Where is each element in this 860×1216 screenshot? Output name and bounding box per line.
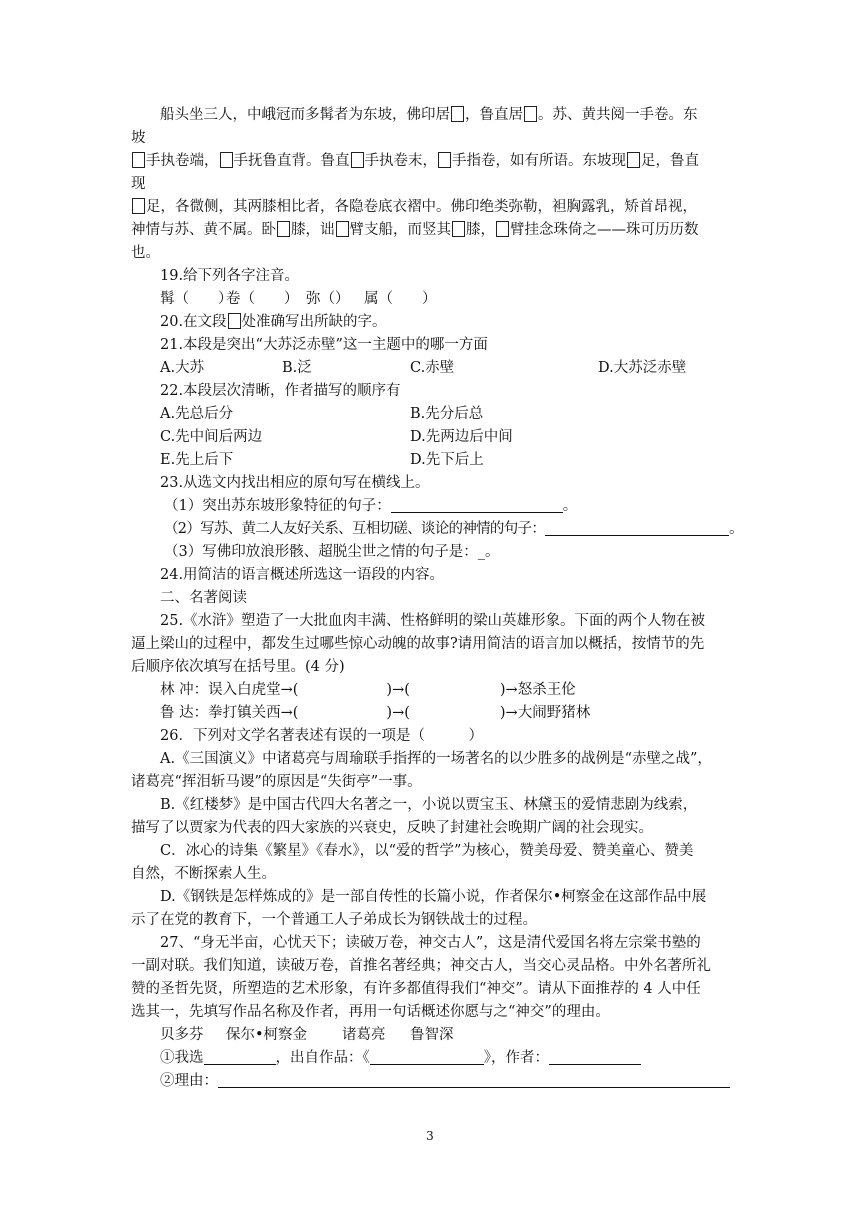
answer-line[interactable] — [218, 1071, 730, 1088]
passage-line-7 — [131, 242, 731, 265]
passage-line-1 — [160, 104, 760, 127]
question-25 — [160, 610, 760, 633]
option-b[interactable]: B.先分后总 — [410, 406, 484, 422]
question-text: 25.《水浒》塑造了一大批血肉丰满、性格鲜明的梁山英雄形象。下面的两个人物在被 — [160, 613, 706, 629]
passage-text: 船头坐三人，中峨冠而多髯者为东坡，佛印居 — [160, 107, 450, 123]
answer-line[interactable] — [549, 1048, 641, 1065]
question-text: （2）写苏、黄二人友好关系、互相切磋、谈论的神情的句子： — [164, 521, 546, 537]
q26-option-c[interactable] — [160, 840, 760, 863]
question-20 — [160, 311, 760, 334]
option-a[interactable]: A.大苏 — [160, 360, 205, 376]
passage-text: 足，鲁直 — [641, 153, 699, 169]
option-e[interactable]: E.先上后下 — [160, 452, 234, 468]
q25-lu-da-row — [160, 702, 760, 725]
fill-text: )→( — [386, 705, 410, 721]
fill-text: ①我选 — [160, 1050, 204, 1066]
passage-text: 现 — [131, 176, 146, 192]
option-text: A.《三国演义》中诸葛亮与周瑜联手指挥的一场著名的以少胜多的战例是“赤壁之战”， — [160, 751, 712, 767]
section-title: 二、名著阅读 — [160, 590, 247, 606]
question-27 — [160, 932, 760, 955]
question-text: 27、“身无半亩，心忧天下；读破万卷，神交古人”，这是清代爱国名将左宗棠书塾的 — [160, 935, 701, 951]
blank-box — [627, 152, 640, 168]
question-26 — [160, 725, 760, 748]
fill-text: 鲁 达：拳打镇关西→( — [160, 705, 299, 721]
pinyin-item: 属（ ） — [364, 291, 437, 307]
name-option[interactable]: 鲁智深 — [410, 1027, 454, 1043]
q26-option-c-cont — [131, 863, 731, 886]
question-23 — [160, 472, 760, 495]
section-heading — [160, 587, 760, 610]
q26-option-a[interactable] — [160, 748, 760, 771]
question-text: 24.用简洁的语言概述所选这一语段的内容。 — [160, 567, 445, 583]
passage-text: 手指卷，如有所语。东坡现 — [452, 153, 626, 169]
pinyin-item: 弥（） — [306, 291, 350, 307]
blank-box — [277, 221, 290, 237]
passage-text: 臂支船，而竖其 — [349, 222, 451, 238]
passage-text: 足，各微侧，其两膝相比者，各隐卷底衣褶中。佛印绝类弥勒，袒胸露乳，矫首昂视， — [146, 199, 697, 215]
question-text: 后顺序依次填写在括号里。(4 分) — [131, 659, 345, 675]
q27-fill-row-1 — [160, 1047, 760, 1070]
name-option[interactable]: 贝多芬 — [160, 1027, 204, 1043]
fill-text: ②理由： — [160, 1073, 218, 1089]
option-c[interactable]: C.先中间后两边 — [160, 429, 263, 445]
q19-chars — [160, 288, 760, 311]
passage-text: 坡 — [131, 130, 146, 146]
question-text: 21.本段是突出“大苏泛赤壁”这一主题中的哪一方面 — [160, 337, 488, 353]
option-text: D.《钢铁是怎样炼成的》是一部自传性的长篇小说，作者保尔•柯察金在这部作品中展 — [160, 889, 707, 905]
blank-box — [452, 221, 465, 237]
question-text: 20.在文段 — [160, 314, 227, 330]
option-text: C．冰心的诗集《繁星》《春水》，以“爱的哲学”为核心，赞美母爱、赞美童心、赞美 — [160, 843, 694, 859]
blank-box — [132, 152, 145, 168]
blank-box — [132, 198, 145, 214]
q22-options-row-3 — [160, 449, 760, 472]
q26-option-d-cont — [131, 909, 731, 932]
q26-option-b-cont — [131, 817, 731, 840]
question-25-cont — [131, 656, 731, 679]
option-b[interactable]: B.泛 — [282, 360, 312, 376]
pinyin-item: 髯（ ） — [160, 291, 233, 307]
question-text: 处准确写出所缺的字。 — [241, 314, 387, 330]
question-24 — [160, 564, 760, 587]
option-text: 诸葛亮“挥泪斩马谡”的原因是“失街亭”一事。 — [131, 774, 422, 790]
q27-names — [160, 1024, 760, 1047]
passage-text: 神情与苏、黄不属。卧 — [131, 222, 276, 238]
blank-box — [496, 221, 509, 237]
fill-text: )→大闹野猪林 — [499, 705, 591, 721]
blank-box — [220, 152, 233, 168]
question-text: 赞的圣哲先贤，所塑造的艺术形象，有许多都值得我们“神交”。请从下面推荐的 4 人中任 — [131, 981, 701, 997]
option-c[interactable]: C.赤壁 — [410, 360, 455, 376]
question-text: （3）写佛印放浪形骸、超脱尘世之情的句子是：_。 — [164, 544, 500, 560]
q21-options — [160, 357, 760, 380]
fill-text: 》，作者： — [483, 1050, 549, 1066]
question-27-cont — [131, 955, 731, 978]
q22-options-row-2 — [160, 426, 760, 449]
answer-line[interactable] — [370, 1048, 484, 1065]
question-22 — [160, 380, 760, 403]
option-a[interactable]: A.先总后分 — [160, 406, 234, 422]
passage-text: 膝， — [466, 222, 495, 238]
blank-box — [228, 313, 241, 329]
answer-line[interactable] — [545, 519, 729, 536]
passage-line-3 — [131, 150, 731, 173]
question-25-cont — [131, 633, 731, 656]
q23-sub-1 — [164, 495, 764, 518]
question-text: 23.从选文内找出相应的原句写在横线上。 — [160, 475, 430, 491]
passage-text: ，鲁直居 — [465, 107, 523, 123]
fill-text: 林 冲：误入白虎堂→( — [160, 682, 299, 698]
option-text: B.《红楼梦》是中国古代四大名著之一，小说以贾宝玉、林黛玉的爱情悲剧为线索， — [160, 797, 698, 813]
name-option[interactable]: 保尔•柯察金 — [226, 1027, 308, 1043]
passage-text: 手执卷端， — [146, 153, 219, 169]
passage-line-5 — [131, 196, 731, 219]
answer-line[interactable] — [391, 496, 563, 513]
option-text: 自然，不断探索人生。 — [131, 866, 276, 882]
fill-text: )→怒杀王伦 — [499, 682, 576, 698]
q23-sub-2 — [164, 518, 764, 541]
question-27-cont — [131, 1001, 731, 1024]
q25-lin-chong-row — [160, 679, 760, 702]
blank-box — [524, 106, 537, 122]
punctuation: 。 — [562, 498, 578, 514]
passage-text: 也。 — [131, 245, 160, 261]
pinyin-item: 卷（ ） — [226, 291, 299, 307]
option-text: 描写了以贾家为代表的四大家族的兴衰史，反映了封建社会晚期广阔的社会现实。 — [131, 820, 653, 836]
question-text: 一副对联。我们知道，读破万卷，首推名著经典；神交古人，当交心灵品格。中外名著所礼 — [131, 958, 711, 974]
passage-text: 膝，诎 — [291, 222, 335, 238]
passage-text: 。苏、黄共阅一手卷。东 — [538, 107, 698, 123]
question-text: （1）突出苏东坡形象特征的句子： — [164, 498, 391, 514]
passage-text: 臂挂念珠倚之——珠可历历数 — [510, 222, 699, 238]
punctuation: 。 — [729, 521, 744, 537]
passage-text: 手抚鲁直背。鲁直 — [233, 153, 350, 169]
blank-box — [351, 152, 364, 168]
question-text: 26．下列对文学名著表述有误的一项是（ ） — [160, 728, 483, 744]
question-21 — [160, 334, 760, 357]
q26-option-a-cont — [131, 771, 731, 794]
fill-text: ，出自作品：《 — [275, 1050, 370, 1066]
name-option[interactable]: 诸葛亮 — [342, 1027, 386, 1043]
q22-options-row-1 — [160, 403, 760, 426]
question-19 — [160, 265, 760, 288]
passage-line-2 — [131, 127, 731, 150]
question-text: 22.本段层次清晰，作者描写的顺序有 — [160, 383, 401, 399]
q27-fill-row-2 — [160, 1070, 760, 1093]
question-text: 19.给下列各字注音。 — [160, 268, 300, 284]
option-d[interactable]: D.大苏泛赤壁 — [598, 360, 687, 376]
question-text: 选其一，先填写作品名称及作者，再用一句话概述你愿与之“神交”的理由。 — [131, 1004, 610, 1020]
passage-text: 手执卷末， — [364, 153, 437, 169]
option-d[interactable]: D.先两边后中间 — [410, 429, 513, 445]
blank-box — [336, 221, 349, 237]
answer-line[interactable] — [204, 1048, 276, 1065]
fill-text: )→( — [386, 682, 410, 698]
q26-option-b[interactable] — [160, 794, 760, 817]
page-number: 3 — [426, 1129, 434, 1143]
q23-sub-3 — [164, 541, 764, 564]
blank-box — [451, 106, 464, 122]
passage-line-4 — [131, 173, 731, 196]
option-text: 示了在党的教育下，一个普通工人子弟成长为钢铁战士的过程。 — [131, 912, 537, 928]
option-d2[interactable]: D.先下后上 — [410, 452, 484, 468]
question-27-cont — [131, 978, 731, 1001]
passage-line-6 — [131, 219, 731, 242]
question-text: 逼上梁山的过程中，都发生过哪些惊心动魄的故事?请用简洁的语言加以概括，按情节的先 — [131, 636, 705, 652]
blank-box — [438, 152, 451, 168]
q26-option-d[interactable] — [160, 886, 760, 909]
